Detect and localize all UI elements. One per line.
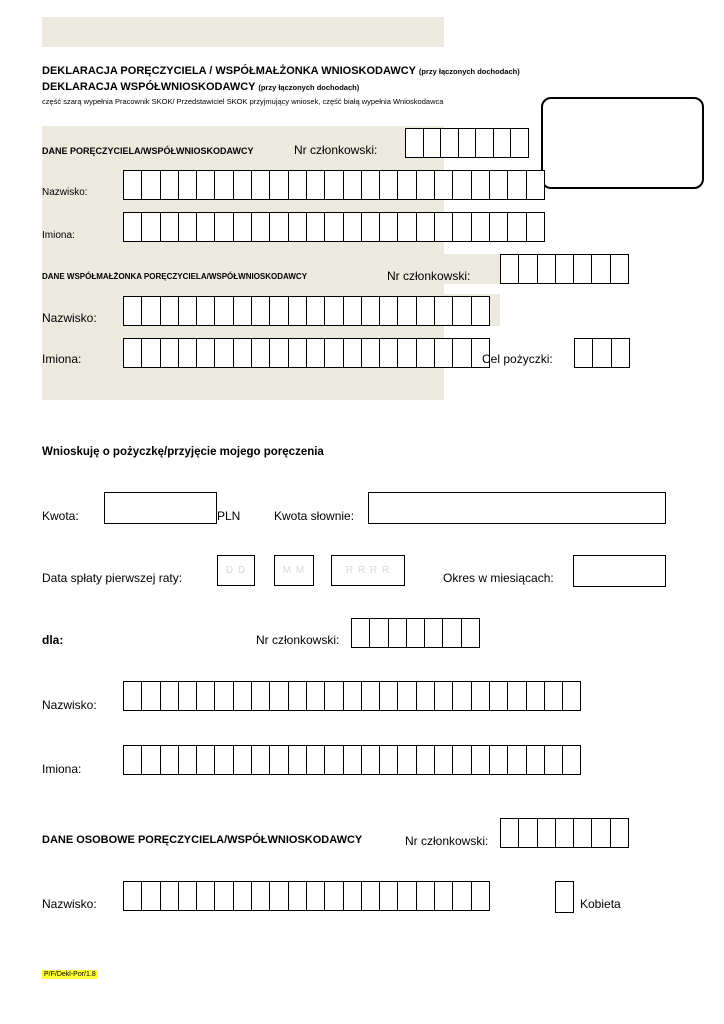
date-month-input[interactable]: M M (274, 555, 314, 586)
period-label: Okres w miesiącach: (443, 571, 554, 585)
section1-names-label: Imiona: (42, 230, 75, 241)
gender-female-checkbox[interactable] (555, 881, 574, 913)
gender-female-label: Kobieta (580, 897, 621, 911)
first-payment-label: Data spłaty pierwszej raty: (42, 571, 183, 585)
section2-member-input[interactable] (500, 254, 629, 284)
personal-heading: DANE OSOBOWE PORĘCZYCIELA/WSPÓŁWNIOSKODAWCY (42, 834, 363, 846)
title-guarantor: DEKLARACJA PORĘCZYCIELA / WSPÓŁMAŁŻONKA WNIOSKODAWCY (przy łączonych dochodach) (42, 65, 520, 77)
date-day-input[interactable]: D D (217, 555, 255, 586)
loan-purpose-label: Cel pożyczki: (482, 352, 553, 366)
section1-surname-input[interactable] (123, 170, 545, 200)
period-input[interactable] (573, 555, 666, 587)
for-surname-input[interactable] (123, 681, 581, 711)
section2-heading: DANE WSPÓŁMAŁŻONKA PORĘCZYCIELA/WSPÓŁWNIOSKODAWCY (42, 272, 308, 281)
stamp-box[interactable] (541, 97, 704, 189)
section1-member-label: Nr członkowski: (294, 143, 378, 157)
date-year-input[interactable]: R R R R (331, 555, 405, 586)
for-names-label: Imiona: (42, 762, 82, 776)
personal-surname-label: Nazwisko: (42, 897, 97, 911)
form-code-badge: P/F/Dekl-Por/1.8 (44, 971, 96, 978)
section2-surname-input[interactable] (123, 296, 490, 326)
section1-heading: DANE PORĘCZYCIELA/WSPÓŁWNIOSKODAWCY (42, 146, 254, 156)
amount-label: Kwota: (42, 509, 79, 523)
section2-member-label: Nr członkowski: (387, 269, 471, 283)
fill-note: część szarą wypełnia Pracownik SKOK/ Przedstawiciel SKOK przyjmujący wniosek, część białą wypełnia Wnioskodawca (42, 97, 444, 106)
top-shaded-field (42, 17, 444, 47)
personal-surname-input[interactable] (123, 881, 490, 911)
section1-surname-label: Nazwisko: (42, 187, 88, 198)
title-coapplicant: DEKLARACJA WSPÓŁWNIOSKODAWCY (przy łączonych dochodach) (42, 81, 360, 93)
for-member-input[interactable] (351, 618, 480, 648)
personal-member-label: Nr członkowski: (405, 834, 489, 848)
loan-heading: Wnioskuję o pożyczkę/przyjęcie mojego poręczenia (42, 446, 324, 458)
for-member-label: Nr członkowski: (256, 633, 340, 647)
section1-member-input[interactable] (405, 128, 529, 158)
amount-words-input[interactable] (368, 492, 666, 524)
personal-member-input[interactable] (500, 818, 629, 848)
for-surname-label: Nazwisko: (42, 698, 97, 712)
amount-input[interactable] (104, 492, 217, 524)
amount-words-label: Kwota słownie: (274, 509, 355, 523)
section2-names-input[interactable] (123, 338, 490, 368)
loan-purpose-input[interactable] (574, 338, 630, 368)
for-label: dla: (42, 633, 64, 647)
section1-names-input[interactable] (123, 212, 545, 242)
section2-names-label: Imiona: (42, 352, 82, 366)
section2-surname-label: Nazwisko: (42, 311, 97, 325)
for-names-input[interactable] (123, 745, 581, 775)
currency-label: PLN (217, 509, 241, 523)
